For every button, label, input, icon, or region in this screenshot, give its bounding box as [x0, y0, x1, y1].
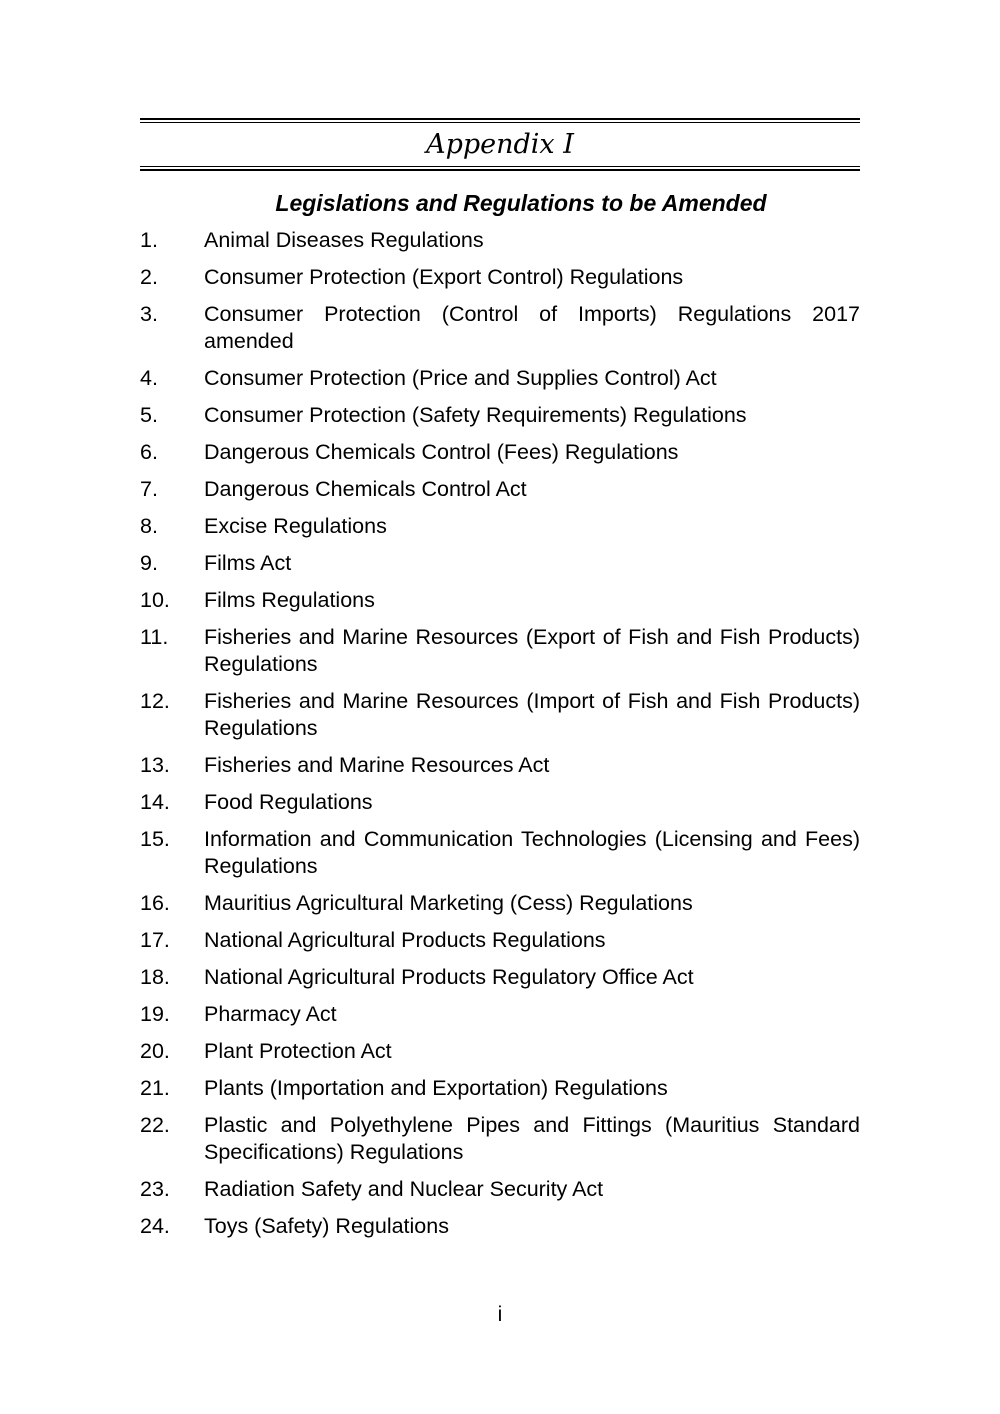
- item-number: 4.: [140, 366, 158, 390]
- list-item: [140, 890, 860, 917]
- item-text: Mauritius Agricultural Marketing (Cess) Regulations: [204, 891, 693, 915]
- document-page: [140, 118, 860, 1240]
- page-number: i: [497, 1303, 503, 1326]
- item-text: Animal Diseases Regulations: [204, 228, 484, 252]
- list-item: [140, 789, 860, 816]
- item-number: 24.: [140, 1214, 170, 1238]
- item-number: 18.: [140, 965, 170, 989]
- item-text: Fisheries and Marine Resources (Export of Fish and Fish Products) Regulations: [204, 625, 860, 676]
- item-text: Plants (Importation and Exportation) Regulations: [204, 1076, 668, 1100]
- legislation-list: [140, 227, 860, 1240]
- appendix-title: Appendix I: [426, 129, 574, 160]
- list-item: [140, 264, 860, 291]
- item-number: 22.: [140, 1113, 170, 1137]
- list-item: [140, 1001, 860, 1028]
- list-item: [140, 1112, 860, 1166]
- item-text: Radiation Safety and Nuclear Security Act: [204, 1177, 604, 1201]
- item-text: Plastic and Polyethylene Pipes and Fittings (Mauritius Standard Specifications) Regulations: [204, 1113, 860, 1164]
- item-text: Pharmacy Act: [204, 1002, 337, 1026]
- item-number: 9.: [140, 551, 158, 575]
- item-text: Consumer Protection (Control of Imports) Regulations 2017 amended: [204, 302, 860, 353]
- list-item: [140, 752, 860, 779]
- item-text: Fisheries and Marine Resources (Import of Fish and Fish Products) Regulations: [204, 689, 860, 740]
- item-text: Fisheries and Marine Resources Act: [204, 753, 550, 777]
- list-item: [140, 513, 860, 540]
- section-heading: Legislations and Regulations to be Amended: [275, 190, 767, 216]
- item-number: 17.: [140, 928, 170, 952]
- list-item: [140, 1176, 860, 1203]
- list-item: [140, 1038, 860, 1065]
- list-item: [140, 927, 860, 954]
- list-item: [140, 476, 860, 503]
- item-number: 10.: [140, 588, 170, 612]
- list-item: [140, 624, 860, 678]
- item-number: 15.: [140, 827, 170, 851]
- item-number: 19.: [140, 1002, 170, 1026]
- list-item: [140, 550, 860, 577]
- list-item: [140, 439, 860, 466]
- item-number: 11.: [140, 625, 169, 649]
- item-number: 20.: [140, 1039, 170, 1063]
- item-text: Plant Protection Act: [204, 1039, 392, 1063]
- list-item: [140, 1213, 860, 1240]
- item-number: 6.: [140, 440, 158, 464]
- item-text: Excise Regulations: [204, 514, 387, 538]
- item-text: Toys (Safety) Regulations: [204, 1214, 449, 1238]
- item-number: 23.: [140, 1177, 170, 1201]
- item-text: Food Regulations: [204, 790, 373, 814]
- item-number: 2.: [140, 265, 158, 289]
- list-item: [140, 964, 860, 991]
- item-number: 14.: [140, 790, 170, 814]
- item-number: 7.: [140, 477, 158, 501]
- list-item: [140, 227, 860, 254]
- item-text: Information and Communication Technologies (Licensing and Fees) Regulations: [204, 827, 860, 878]
- item-number: 21.: [140, 1076, 170, 1100]
- bottom-double-rule: [140, 166, 860, 167]
- item-text: Films Act: [204, 551, 292, 575]
- item-number: 3.: [140, 302, 158, 326]
- item-number: 1.: [140, 228, 158, 252]
- item-text: Consumer Protection (Price and Supplies Control) Act: [204, 366, 717, 390]
- list-item: [140, 1075, 860, 1102]
- list-item: [140, 587, 860, 614]
- item-number: 12.: [140, 689, 170, 713]
- top-double-rule: [140, 118, 860, 120]
- item-number: 13.: [140, 753, 170, 777]
- list-item: [140, 301, 860, 355]
- item-number: 5.: [140, 403, 158, 427]
- item-text: Consumer Protection (Export Control) Regulations: [204, 265, 684, 289]
- list-item: [140, 826, 860, 880]
- list-item: [140, 402, 860, 429]
- item-text: Dangerous Chemicals Control Act: [204, 477, 527, 501]
- item-number: 8.: [140, 514, 158, 538]
- list-item: [140, 688, 860, 742]
- item-text: Films Regulations: [204, 588, 375, 612]
- item-number: 16.: [140, 891, 170, 915]
- item-text: Dangerous Chemicals Control (Fees) Regulations: [204, 440, 679, 464]
- list-item: [140, 365, 860, 392]
- item-text: Consumer Protection (Safety Requirements) Regulations: [204, 403, 747, 427]
- item-text: National Agricultural Products Regulations: [204, 928, 606, 952]
- item-text: National Agricultural Products Regulatory Office Act: [204, 965, 694, 989]
